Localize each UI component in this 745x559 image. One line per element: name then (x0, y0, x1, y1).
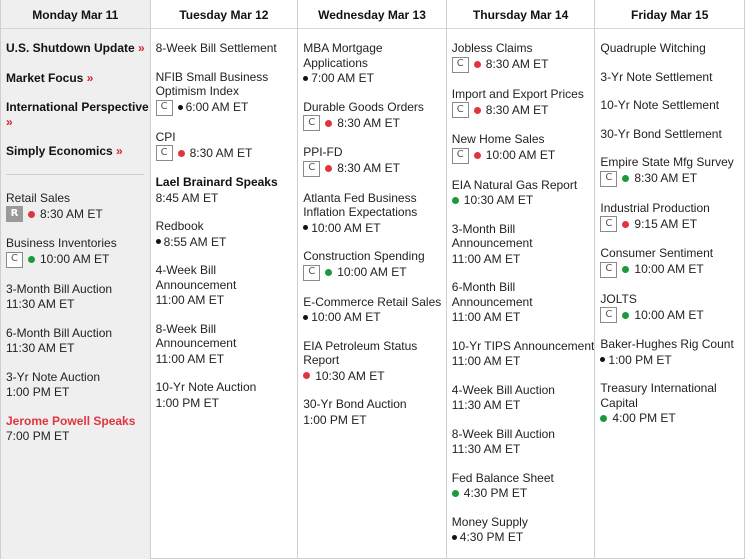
event-name[interactable]: JOLTS (600, 291, 637, 306)
event-meta (6, 429, 150, 444)
commentary-link[interactable] (6, 71, 150, 86)
c-badge-icon[interactable]: C (303, 115, 320, 131)
event-time: 1:00 PM ET (608, 352, 672, 367)
event-time: 9:15 AM ET (634, 216, 698, 231)
calendar-event[interactable] (452, 132, 595, 164)
event-name[interactable]: Durable Goods Orders (303, 99, 424, 114)
event-meta (452, 398, 595, 413)
calendar-event[interactable] (303, 397, 446, 427)
event-name[interactable]: Retail Sales (6, 190, 71, 205)
event-name[interactable]: Import and Export Prices (451, 86, 584, 101)
event-meta (600, 262, 744, 278)
commentary-link[interactable] (6, 41, 150, 56)
calendar-event[interactable] (156, 263, 298, 308)
event-name[interactable]: Lael Brainard Speaks (155, 175, 278, 189)
event-name[interactable]: 3-Month Bill Announcement (451, 221, 533, 250)
event-meta (600, 216, 744, 232)
event-meta (452, 530, 595, 545)
divider (6, 174, 144, 175)
event-time: 10:30 AM ET (315, 368, 385, 383)
green-dot-icon (28, 256, 35, 263)
calendar-event[interactable] (6, 414, 150, 444)
event-name[interactable]: Redbook (155, 219, 204, 233)
calendar-event[interactable] (303, 145, 446, 177)
black-dot-icon (600, 357, 605, 362)
event-meta (452, 193, 595, 208)
event-time: 6:00 AM ET (185, 100, 249, 115)
event-meta (156, 235, 298, 250)
event-name[interactable]: Jerome Powell Speaks (6, 413, 136, 428)
c-badge-icon[interactable]: C (600, 307, 617, 323)
chevron-right-icon: » (86, 70, 94, 85)
event-name[interactable]: CPI (155, 129, 176, 144)
event-name[interactable]: Atlanta Fed Business Inflation Expectations (303, 190, 418, 219)
calendar-event[interactable] (600, 127, 744, 142)
event-name[interactable]: 10-Yr Note Auction (155, 380, 257, 394)
calendar-event[interactable] (156, 175, 298, 205)
event-meta (303, 161, 446, 177)
event-meta (156, 352, 298, 367)
event-name[interactable]: Quadruple Witching (600, 41, 706, 55)
chevron-right-icon: » (138, 41, 145, 55)
event-name[interactable]: Baker-Hughes Rig Count (600, 337, 734, 351)
calendar-event[interactable] (156, 70, 298, 116)
calendar-event[interactable] (156, 219, 298, 249)
green-dot-icon (600, 415, 607, 422)
event-time: 11:30 AM ET (451, 442, 521, 456)
calendar-event[interactable] (600, 41, 744, 56)
day-events (298, 29, 446, 427)
red-dot-icon (178, 150, 185, 157)
event-name[interactable]: Jobless Claims (451, 41, 533, 55)
event-time: 1:00 PM ET (155, 395, 219, 410)
event-name[interactable]: 4-Week Bill Announcement (155, 263, 237, 292)
event-time: 8:30 AM ET (634, 171, 698, 186)
event-meta (156, 191, 298, 206)
black-dot-icon (303, 315, 308, 320)
event-time: 1:00 PM ET (303, 412, 367, 427)
day-events (595, 29, 744, 426)
event-name[interactable]: 4-Week Bill Auction (451, 382, 555, 397)
event-meta (6, 385, 150, 400)
c-badge-icon[interactable]: C (600, 216, 617, 232)
event-time: 10:00 AM ET (311, 220, 381, 235)
r-badge-icon[interactable]: R (6, 206, 23, 222)
calendar-event[interactable] (600, 201, 744, 233)
calendar-event[interactable] (452, 280, 595, 325)
calendar-event[interactable] (452, 471, 595, 501)
event-time: 8:30 AM ET (337, 115, 400, 130)
day-events (151, 29, 298, 410)
event-name[interactable]: MBA Mortgage Applications (303, 41, 383, 70)
event-name[interactable]: EIA Natural Gas Report (451, 177, 578, 192)
calendar-event[interactable] (6, 236, 150, 268)
calendar-event[interactable] (600, 70, 744, 85)
calendar-event[interactable] (6, 282, 150, 312)
c-badge-icon[interactable]: C (156, 145, 173, 161)
day-column (151, 0, 299, 559)
calendar-event[interactable] (452, 383, 595, 413)
event-name[interactable]: Consumer Sentiment (600, 246, 714, 260)
c-badge-icon[interactable]: C (6, 252, 23, 268)
calendar-event[interactable] (6, 326, 150, 356)
calendar-event[interactable] (156, 380, 298, 410)
event-time: 8:30 AM ET (337, 161, 400, 176)
commentary-link-label: Market Focus (6, 70, 84, 85)
event-meta (452, 442, 595, 457)
calendar-event[interactable] (6, 370, 150, 400)
black-dot-icon (452, 535, 457, 540)
event-time: 8:55 AM ET (163, 234, 227, 249)
event-name[interactable]: 30-Yr Bond Settlement (600, 126, 722, 141)
c-badge-icon[interactable]: C (452, 102, 469, 118)
red-dot-icon (474, 61, 481, 68)
event-meta (600, 411, 744, 426)
day-header: Tuesday Mar 12 (151, 0, 298, 29)
commentary-link-label: U.S. Shutdown Update (6, 41, 135, 55)
black-dot-icon (178, 105, 183, 110)
event-meta (6, 252, 150, 268)
event-meta (303, 115, 446, 131)
event-time: 10:00 AM ET (485, 148, 556, 163)
event-time: 11:30 AM ET (6, 297, 75, 311)
day-header: Friday Mar 15 (595, 0, 744, 29)
calendar-event[interactable] (6, 191, 150, 223)
black-dot-icon (303, 76, 308, 81)
event-name[interactable]: Treasury International Capital (600, 381, 717, 410)
day-events (1, 29, 150, 444)
commentary-link-label: International Perspective (6, 100, 149, 114)
event-time: 7:00 PM ET (6, 429, 70, 443)
event-name[interactable]: 8-Week Bill Announcement (155, 321, 237, 350)
event-name[interactable]: 3-Yr Note Auction (6, 369, 101, 384)
black-dot-icon (303, 225, 308, 230)
event-meta (156, 100, 298, 116)
event-time: 10:00 AM ET (40, 252, 110, 267)
event-time: 11:00 AM ET (451, 251, 521, 266)
event-name[interactable]: 3-Yr Note Settlement (600, 69, 713, 84)
event-name[interactable]: Fed Balance Sheet (451, 470, 554, 485)
day-column (447, 0, 596, 559)
green-dot-icon (325, 269, 332, 276)
day-column (595, 0, 744, 559)
event-time: 8:45 AM ET (155, 190, 219, 205)
event-name[interactable]: 6-Month Bill Announcement (451, 280, 533, 309)
event-time: 11:00 AM ET (451, 354, 521, 368)
day-header: Thursday Mar 14 (447, 0, 595, 29)
event-meta (452, 354, 595, 369)
red-dot-icon (28, 211, 35, 218)
calendar-event[interactable] (303, 100, 446, 132)
event-meta (452, 148, 595, 164)
event-time: 7:00 AM ET (311, 71, 374, 85)
event-meta (600, 307, 744, 323)
c-badge-icon[interactable]: C (600, 262, 617, 278)
black-dot-icon (156, 239, 161, 244)
event-meta (600, 353, 744, 368)
day-column (1, 0, 151, 559)
event-meta (303, 221, 446, 236)
event-meta (600, 171, 744, 187)
red-dot-icon (474, 107, 481, 114)
event-time: 4:30 PM ET (459, 530, 524, 544)
event-meta (452, 252, 595, 267)
red-dot-icon (325, 165, 332, 172)
green-dot-icon (452, 197, 459, 204)
c-badge-icon[interactable]: C (303, 161, 320, 177)
calendar-event[interactable] (452, 222, 595, 267)
event-time: 11:00 AM ET (155, 293, 225, 307)
calendar-event[interactable] (452, 427, 595, 457)
calendar-event[interactable] (303, 41, 446, 86)
c-badge-icon[interactable]: C (156, 100, 173, 116)
event-name[interactable]: 10-Yr Note Settlement (600, 98, 720, 112)
event-meta (303, 310, 446, 325)
green-dot-icon (622, 312, 629, 319)
event-time: 4:30 PM ET (463, 486, 528, 500)
calendar-event[interactable] (156, 41, 298, 56)
event-name[interactable]: Money Supply (451, 514, 528, 529)
event-meta (156, 293, 298, 308)
calendar-event[interactable] (303, 339, 446, 384)
event-time: 8:30 AM ET (40, 206, 103, 221)
event-name[interactable]: Industrial Production (600, 200, 710, 215)
event-name[interactable]: 10-Yr TIPS Announcement (451, 338, 595, 353)
event-time: 10:30 AM ET (463, 193, 534, 207)
event-time: 11:30 AM ET (6, 341, 75, 355)
event-meta (303, 413, 446, 428)
green-dot-icon (622, 266, 629, 273)
event-name[interactable]: E-Commerce Retail Sales (303, 294, 442, 309)
event-meta (6, 206, 150, 222)
commentary-link-label: Simply Economics (6, 144, 113, 158)
event-name[interactable]: New Home Sales (451, 132, 545, 146)
event-time: 8:30 AM ET (189, 145, 253, 160)
c-badge-icon[interactable]: C (452, 57, 469, 73)
calendar-event[interactable] (452, 339, 595, 369)
event-time: 10:00 AM ET (311, 310, 381, 324)
day-header: Wednesday Mar 13 (298, 0, 446, 29)
calendar-event[interactable] (156, 130, 298, 162)
calendar-event[interactable] (452, 87, 595, 119)
event-meta (452, 310, 595, 325)
event-name[interactable]: 8-Week Bill Auction (451, 426, 555, 441)
event-time: 8:30 AM ET (485, 57, 549, 72)
event-name[interactable]: Construction Spending (303, 249, 425, 263)
commentary-link[interactable] (6, 144, 150, 159)
event-name[interactable]: 3-Month Bill Auction (6, 281, 113, 296)
event-time: 11:00 AM ET (451, 310, 521, 324)
event-name[interactable]: 8-Week Bill Settlement (155, 41, 277, 55)
calendar-event[interactable] (600, 292, 744, 324)
event-name[interactable]: PPI-FD (303, 145, 343, 159)
event-name[interactable]: Empire State Mfg Survey (600, 155, 734, 169)
event-time: 10:00 AM ET (337, 265, 407, 280)
calendar-event[interactable] (303, 295, 446, 325)
event-name[interactable]: 30-Yr Bond Auction (303, 397, 407, 411)
event-meta (303, 369, 446, 384)
c-badge-icon[interactable]: C (303, 265, 320, 281)
event-name[interactable]: 6-Month Bill Auction (6, 325, 113, 340)
day-column (298, 0, 447, 559)
calendar-event[interactable] (600, 246, 744, 278)
event-name[interactable]: NFIB Small Business Optimism Index (155, 69, 269, 98)
event-name[interactable]: Business Inventories (6, 236, 117, 250)
event-time: 4:00 PM ET (612, 411, 676, 425)
green-dot-icon (622, 175, 629, 182)
calendar-event[interactable] (600, 98, 744, 113)
event-meta (6, 341, 150, 356)
event-meta (156, 396, 298, 411)
event-meta (303, 71, 446, 86)
calendar-event[interactable] (452, 41, 595, 73)
event-meta (452, 486, 595, 501)
red-dot-icon (622, 221, 629, 228)
c-badge-icon[interactable]: C (600, 171, 617, 187)
event-time: 10:00 AM ET (634, 262, 704, 277)
red-dot-icon (325, 120, 332, 127)
event-time: 10:00 AM ET (634, 307, 704, 322)
event-time: 11:00 AM ET (155, 351, 225, 366)
calendar-event[interactable] (452, 515, 595, 545)
calendar-event[interactable] (600, 155, 744, 187)
calendar-event[interactable] (156, 322, 298, 367)
event-time: 11:30 AM ET (451, 398, 521, 412)
day-header: Monday Mar 11 (1, 0, 150, 29)
day-events (447, 29, 595, 545)
red-dot-icon (303, 372, 310, 379)
calendar-event[interactable] (303, 249, 446, 281)
event-time: 1:00 PM ET (6, 385, 70, 399)
event-time: 8:30 AM ET (485, 102, 549, 117)
red-dot-icon (474, 152, 481, 159)
event-meta (452, 57, 595, 73)
green-dot-icon (452, 490, 459, 497)
event-meta (452, 102, 595, 118)
calendar-event[interactable] (600, 381, 744, 426)
event-name[interactable]: EIA Petroleum Status Report (303, 338, 418, 367)
commentary-link[interactable] (6, 100, 150, 129)
chevron-right-icon: » (116, 144, 123, 158)
event-meta (156, 145, 298, 161)
chevron-right-icon: » (6, 114, 13, 129)
calendar-event[interactable] (303, 191, 446, 236)
calendar-event[interactable] (452, 178, 595, 208)
event-meta (303, 265, 446, 281)
c-badge-icon[interactable]: C (452, 148, 469, 164)
event-meta (6, 297, 150, 312)
calendar-event[interactable] (600, 337, 744, 367)
